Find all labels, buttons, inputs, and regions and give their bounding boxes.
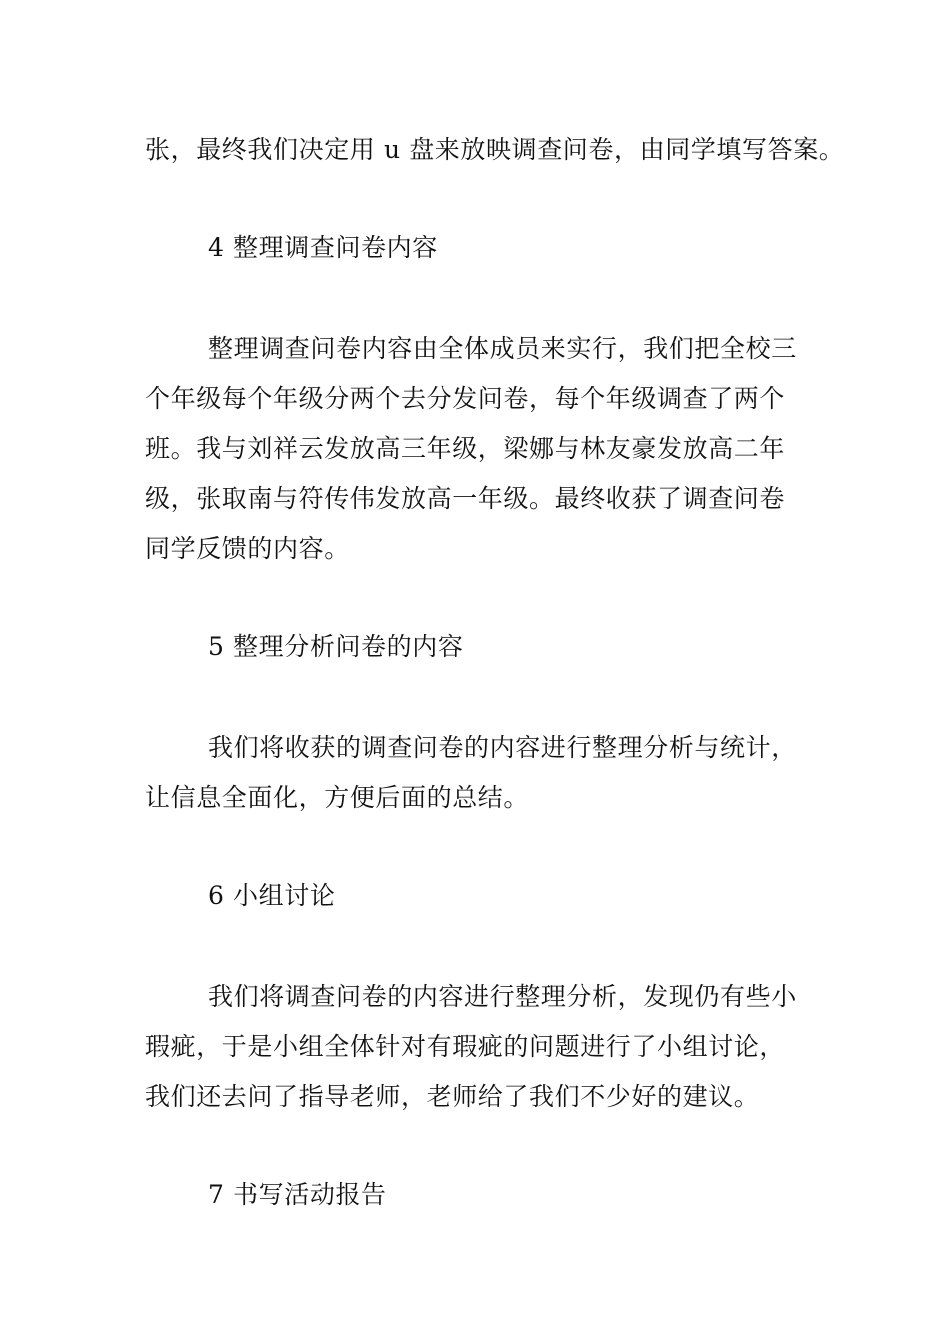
section-heading-7: 7 书写活动报告 — [208, 1180, 387, 1209]
paragraph-line: 班。我与刘祥云发放高三年级，梁娜与林友豪发放高二年 — [145, 434, 786, 463]
paragraph-line: 级，张取南与符传伟发放高一年级。最终收获了调查问卷 — [145, 484, 786, 513]
paragraph-line: 让信息全面化，方便后面的总结。 — [145, 783, 530, 812]
paragraph-line: 个年级每个年级分两个去分发问卷，每个年级调查了两个 — [145, 384, 786, 413]
paragraph-line: 我们还去问了指导老师，老师给了我们不少好的建议。 — [145, 1082, 760, 1111]
section-heading-5: 5 整理分析问卷的内容 — [208, 632, 464, 661]
section-heading-6: 6 小组讨论 — [208, 881, 336, 910]
paragraph-line: 同学反馈的内容。 — [145, 534, 350, 563]
paragraph-line: 我们将收获的调查问卷的内容进行整理分析与统计， — [208, 733, 797, 762]
paragraph-line: 瑕疵，于是小组全体针对有瑕疵的问题进行了小组讨论， — [145, 1032, 786, 1061]
paragraph-line: 张，最终我们决定用 u 盘来放映调查问卷，由同学填写答案。 — [145, 135, 845, 164]
paragraph-line: 我们将调查问卷的内容进行整理分析，发现仍有些小 — [208, 982, 797, 1011]
section-heading-4: 4 整理调查问卷内容 — [208, 233, 438, 262]
paragraph-line: 整理调查问卷内容由全体成员来实行，我们把全校三 — [208, 334, 797, 363]
